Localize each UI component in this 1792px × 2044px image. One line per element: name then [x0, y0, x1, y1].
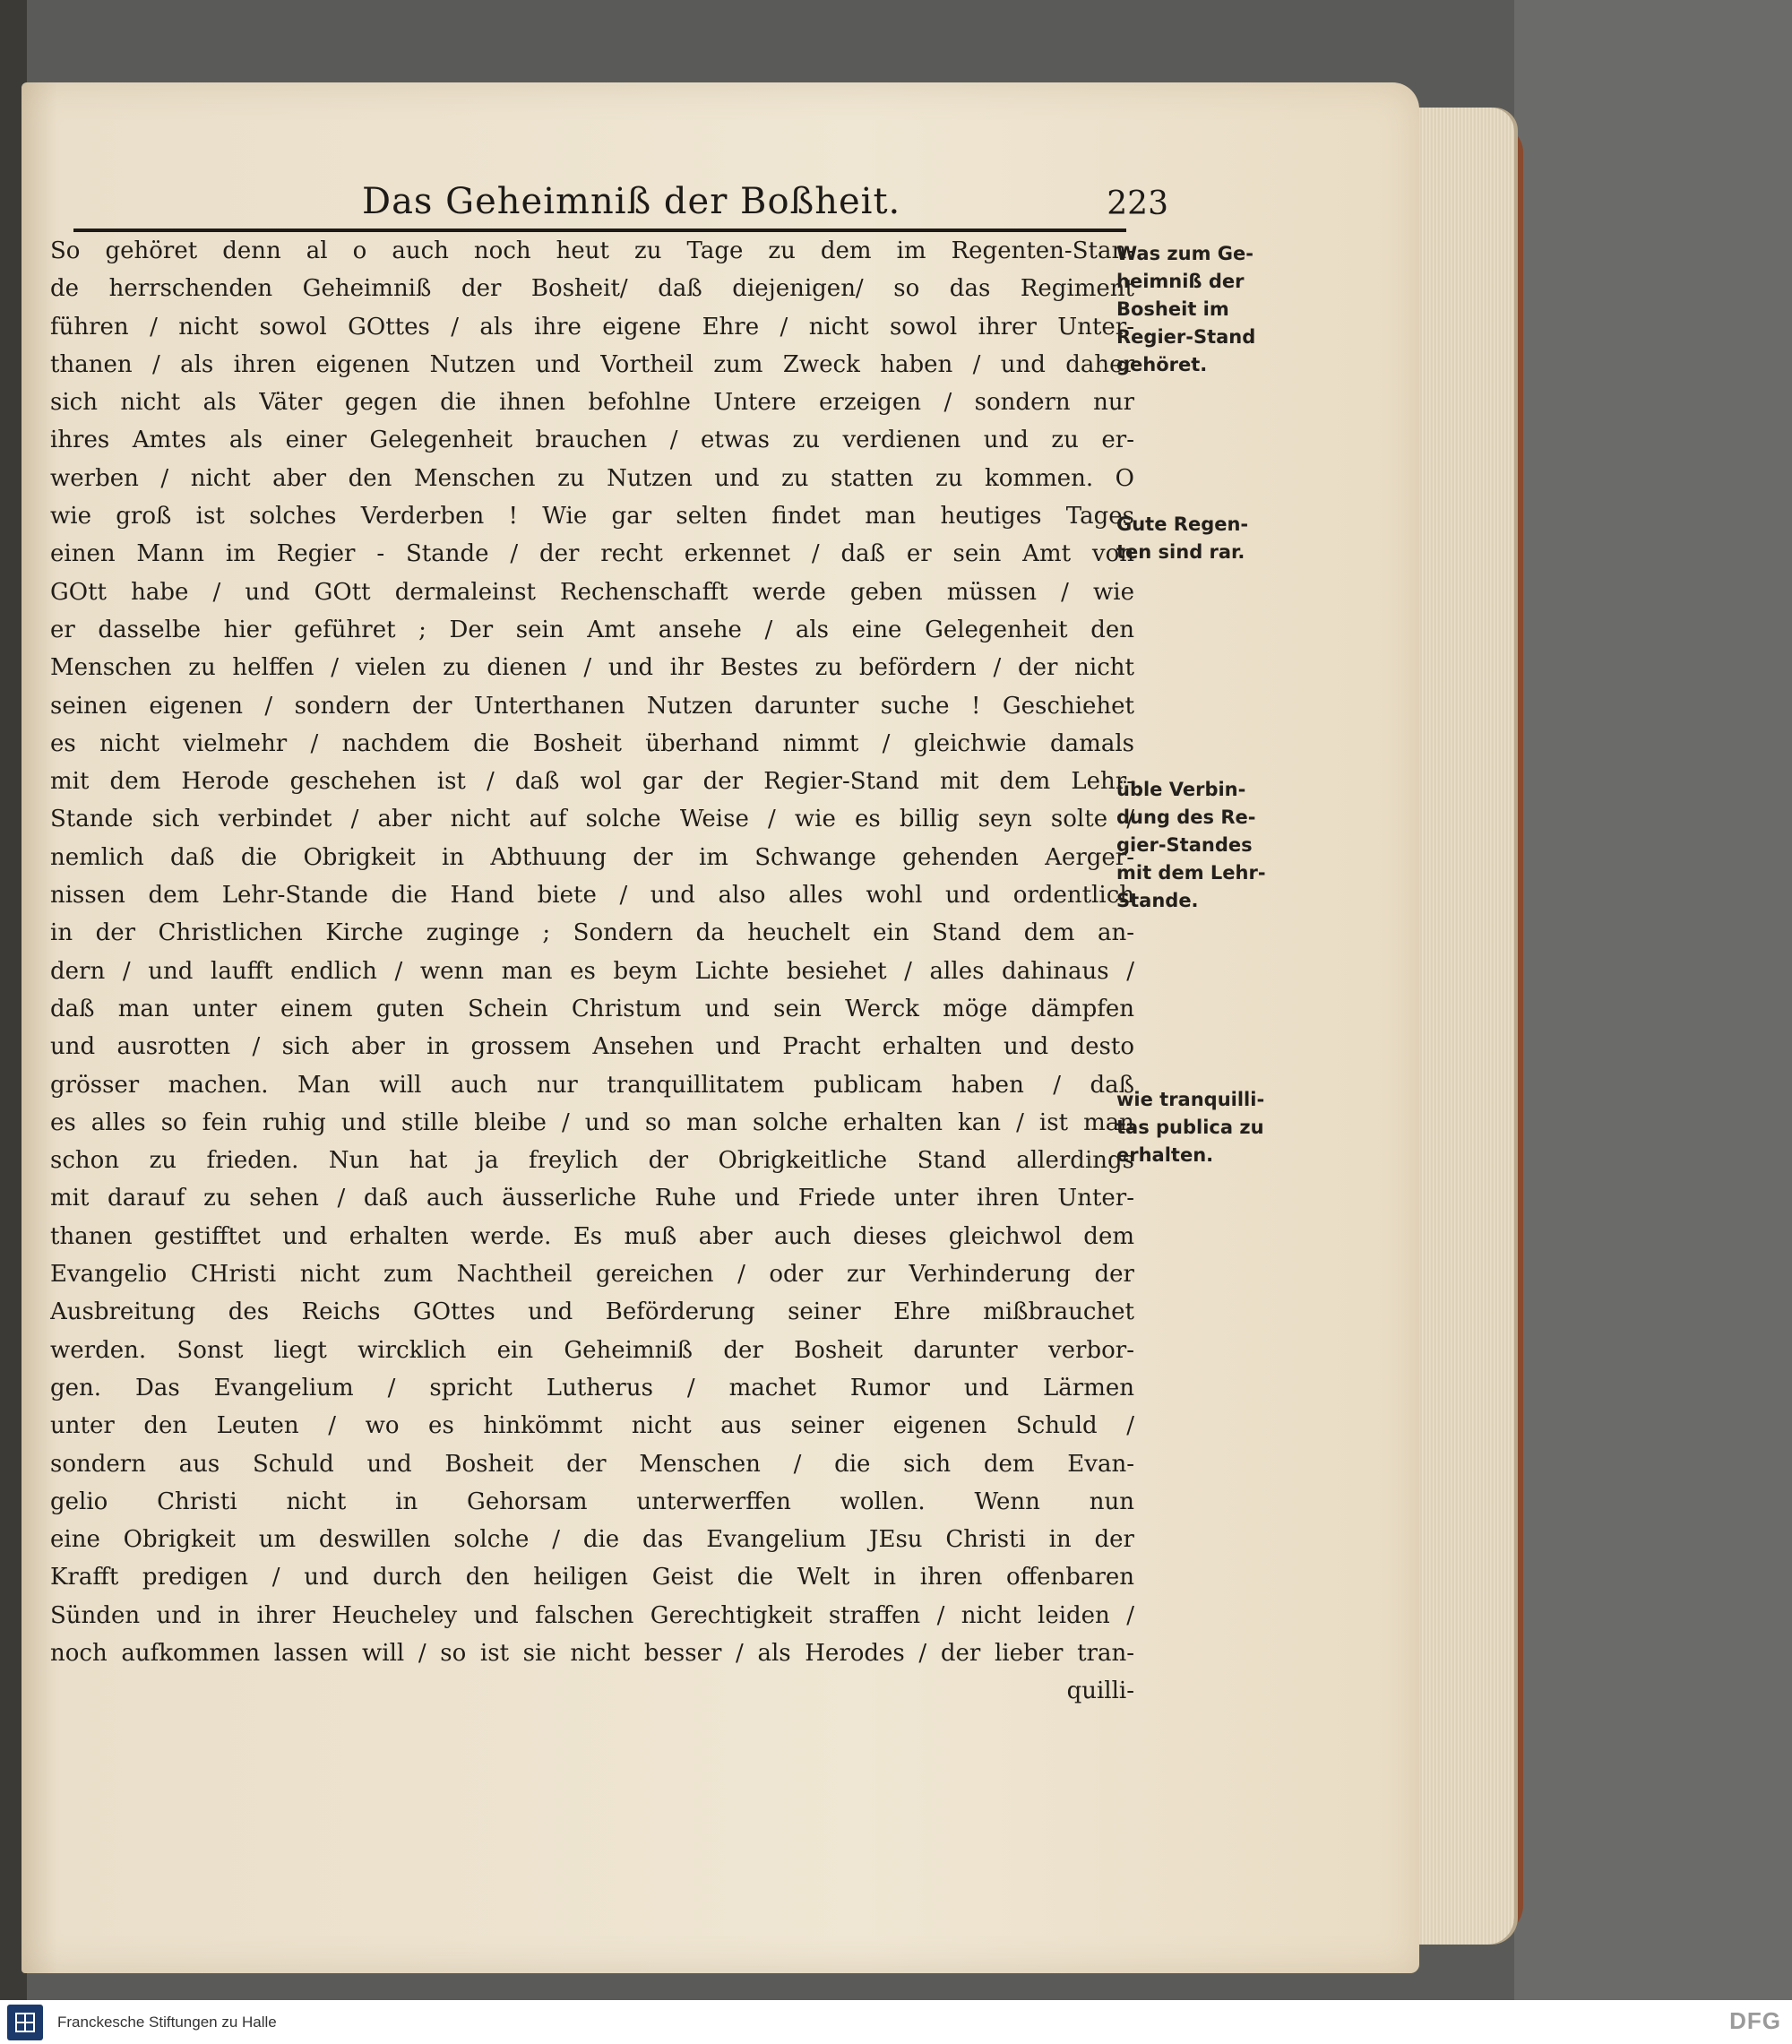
text-line: dern / und laufft endlich / wenn man es beym Lichte besiehet / alles dahinaus / [50, 957, 1134, 985]
text-line: Evangelio CHristi nicht zum Nachtheil gereichen / oder zur Verhinderung der [50, 1261, 1134, 1289]
text-line: es alles so fein ruhig und stille bleibe / und so man solche erhalten kan / ist man [50, 1108, 1134, 1136]
text-line: thanen gestifftet und erhalten werde. Es muß aber auch dieses gleichwol dem [50, 1222, 1134, 1250]
page-title: Das Geheimniß der Boßheit. [362, 181, 901, 222]
text-line: werben / nicht aber den Menschen zu Nutzen und zu statten zu kommen. O [50, 464, 1134, 492]
text-line: grösser machen. Man will auch nur tranquillitatem publicam haben / daß [50, 1071, 1134, 1099]
quotation-line: gen. Das Evangelium / spricht Lutherus / machet Rumor und Lärmen [50, 1374, 1134, 1401]
marginal-note-line: Regier-Stand [1116, 326, 1256, 348]
text-line: schon zu frieden. Nun hat ja freylich der Obrigkeitliche Stand allerdings [50, 1147, 1134, 1175]
marginal-note-line: dung des Re- [1116, 806, 1256, 828]
marginal-note [1116, 776, 1296, 915]
dfg-logo[interactable]: DFG [1729, 2007, 1781, 2034]
text-line: einen Mann im Regier - Stande / der recht erkennet / daß er sein Amt von [50, 540, 1134, 568]
text-line: mit darauf zu sehen / daß auch äusserliche Ruhe und Friede unter ihren Unter- [50, 1185, 1134, 1212]
text-line: GOtt habe / und GOtt dermaleinst Rechenschafft werde geben müssen / wie [50, 578, 1134, 606]
quotation-line: gelio Christi nicht in Gehorsam unterwerffen wollen. Wenn nun [50, 1488, 1134, 1515]
book-page [22, 82, 1419, 1973]
marginal-note [1116, 511, 1296, 566]
main-text-column [50, 232, 1134, 1711]
text-line: Krafft predigen / und durch den heiligen Geist die Welt in ihren offenbaren [50, 1564, 1134, 1591]
quotation-line: sondern aus Schuld und Bosheit der Menschen / die sich dem Evan- [50, 1450, 1134, 1478]
text-line: daß man unter einem guten Schein Christum und sein Werck möge dämpfen [50, 995, 1134, 1022]
text-line: ihres Amtes als einer Gelegenheit brauchen / etwas zu verdienen und zu er- [50, 427, 1134, 454]
text-line: de herrschenden Geheimniß der Bosheit/ daß diejenigen/ so das Regiment [50, 275, 1134, 303]
text-line: er dasselbe hier geführet ; Der sein Amt ansehe / als eine Gelegenheit den [50, 616, 1134, 643]
viewer-footer [0, 2000, 1792, 2044]
text-line: thanen / als ihren eigenen Nutzen und Vortheil zum Zweck haben / und daher [50, 350, 1134, 378]
marginal-note [1116, 1086, 1296, 1169]
text-line: in der Christlichen Kirche zuginge ; Sondern da heuchelt ein Stand dem an- [50, 919, 1134, 947]
marginal-note-line: Stande. [1116, 890, 1199, 911]
marginal-note-line: gier-Standes [1116, 834, 1253, 856]
text-line: Stande sich verbindet / aber nicht auf solche Weise / wie es billig seyn solte / [50, 806, 1134, 833]
text-line: mit dem Herode geschehen ist / daß wol gar der Regier-Stand mit dem Lehr- [50, 768, 1134, 796]
text-line: Menschen zu helffen / vielen zu dienen / und ihr Bestes zu befördern / der nicht [50, 654, 1134, 682]
text-line: noch aufkommen lassen will / so ist sie nicht besser / als Herodes / der lieber tran- [50, 1639, 1134, 1667]
marginal-note [1116, 240, 1296, 379]
marginal-note-line: erhalten. [1116, 1144, 1214, 1166]
marginal-note-line: ten sind rar. [1116, 541, 1245, 563]
running-head [362, 168, 1168, 222]
text-line: nemlich daß die Obrigkeit in Abthuung der im Schwange gehenden Aerger- [50, 843, 1134, 871]
marginal-note-line: gehöret. [1116, 354, 1208, 375]
text-line: werden. Sonst liegt wircklich ein Geheimniß der Bosheit darunter verbor- [50, 1336, 1134, 1364]
marginal-note-line: wie tranquilli- [1116, 1089, 1265, 1110]
text-line: seinen eigenen / sondern der Unterthanen Nutzen darunter suche ! Geschiehet [50, 692, 1134, 720]
text-line: nissen dem Lehr-Stande die Hand biete / und also alles wohl und ordentlich [50, 882, 1134, 910]
marginal-note-line: mit dem Lehr- [1116, 862, 1266, 884]
marginal-note-line: Gute Regen- [1116, 513, 1249, 535]
marginal-note-line: Bosheit im [1116, 298, 1229, 320]
right-background [1514, 0, 1792, 2000]
marginal-note-line: Was zum Ge- [1116, 243, 1254, 264]
text-line: sich nicht als Väter gegen die ihnen befohlne Untere erzeigen / sondern nur [50, 389, 1134, 417]
text-line: wie groß ist solches Verderben ! Wie gar selten findet man heutiges Tages [50, 503, 1134, 530]
marginal-note-line: heimniß der [1116, 271, 1245, 292]
text-line: eine Obrigkeit um deswillen solche / die das Evangelium JEsu Christi in der [50, 1526, 1134, 1554]
text-line: es nicht vielmehr / nachdem die Bosheit überhand nimmt / gleichwie damals [50, 729, 1134, 757]
text-line: und ausrotten / sich aber in grossem Ansehen und Pracht erhalten und desto [50, 1033, 1134, 1061]
catchword: quilli- [1066, 1677, 1134, 1705]
text-line: führen / nicht sowol GOttes / als ihre eigene Ehre / nicht sowol ihrer Unter- [50, 313, 1134, 341]
page-number: 223 [1107, 185, 1168, 222]
text-line: So gehöret denn al o auch noch heut zu Tage zu dem im Regenten-Stan- [50, 237, 1134, 264]
francke-foundation-logo-icon[interactable] [7, 2005, 43, 2040]
text-line: Ausbreitung des Reichs GOttes und Beförderung seiner Ehre mißbrauchet [50, 1298, 1134, 1326]
text-line: Sünden und in ihrer Heucheley und falschen Gerechtigkeit straffen / nicht leiden / [50, 1601, 1134, 1629]
quotation-line: unter den Leuten / wo es hinkömmt nicht aus seiner eigenen Schuld / [50, 1412, 1134, 1440]
institution-name[interactable]: Franckesche Stiftungen zu Halle [57, 2013, 277, 2031]
marginal-note-line: tas publica zu [1116, 1117, 1264, 1138]
marginal-note-line: üble Verbin- [1116, 779, 1246, 800]
